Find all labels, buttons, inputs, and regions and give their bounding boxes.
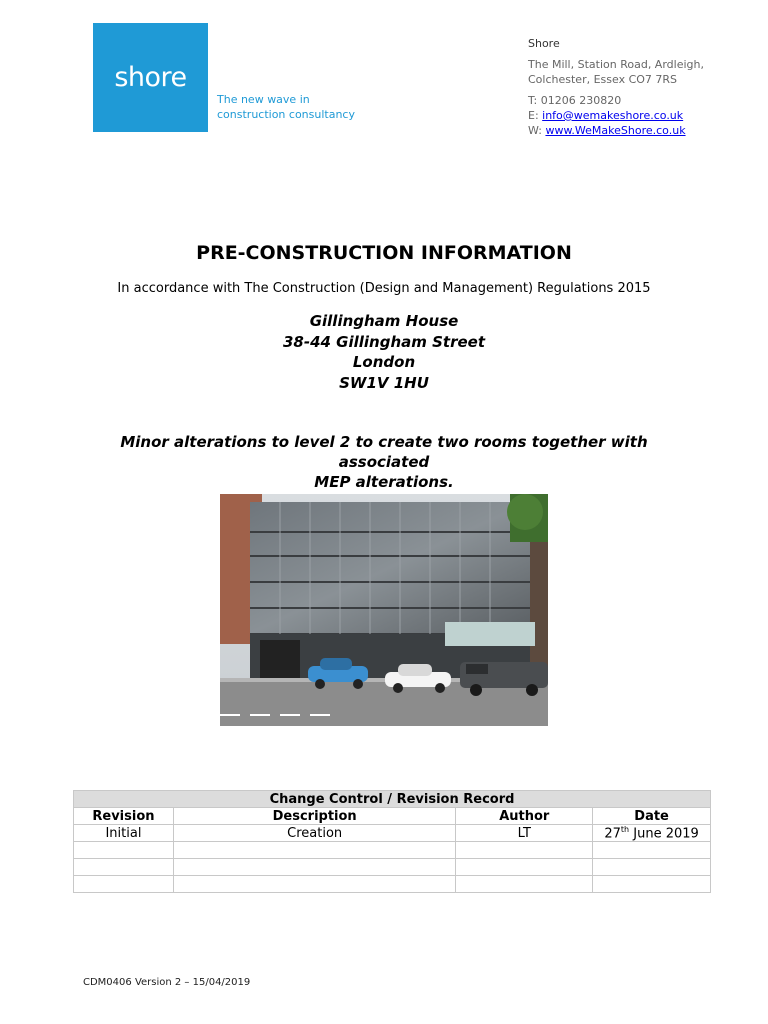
- company-address: [528, 36, 704, 138]
- email-link[interactable]: info@wemakeshore.co.uk: [542, 109, 684, 122]
- building-facade-image: [220, 494, 548, 726]
- page-title: PRE-CONSTRUCTION INFORMATION: [196, 242, 572, 264]
- project-scope: Minor alterations to level 2 to create two rooms together with associated MEP alterations.: [120, 433, 648, 491]
- shore-logo: [93, 23, 208, 132]
- column-header-description: Description: [173, 808, 456, 825]
- table-row: [74, 876, 711, 893]
- web-line: W: www.WeMakeShore.co.uk: [528, 124, 686, 137]
- address-line-2: Colchester, Essex CO7 7RS: [528, 73, 678, 86]
- column-header-revision: Revision: [74, 808, 174, 825]
- column-header-author: Author: [456, 808, 593, 825]
- phone-number: T: 01206 230820: [528, 94, 622, 107]
- logo-wordmark: shore: [114, 62, 187, 93]
- document-footer: CDM0406 Version 2 – 15/04/2019: [83, 977, 251, 988]
- column-header-date: Date: [593, 808, 711, 825]
- website-link[interactable]: www.WeMakeShore.co.uk: [545, 124, 686, 137]
- email-line: E: info@wemakeshore.co.uk: [528, 109, 684, 122]
- table-row: [74, 842, 711, 859]
- company-name: Shore: [528, 37, 560, 50]
- revision-record-table: [73, 790, 711, 893]
- table-row: [74, 859, 711, 876]
- building-photo: [220, 494, 548, 726]
- site-address: Gillingham House 38-44 Gillingham Street London SW1V 1HU: [282, 312, 486, 392]
- address-line-1: The Mill, Station Road, Ardleigh,: [528, 58, 704, 71]
- regulation-subtitle: In accordance with The Construction (Design and Management) Regulations 2015: [117, 281, 651, 296]
- table-row: Initial Creation LT 27th June 2019: [74, 825, 711, 842]
- table-caption: Change Control / Revision Record: [74, 791, 711, 808]
- revision-date: 27th June 2019: [593, 825, 711, 842]
- logo-tagline: The new wave in construction consultancy: [217, 93, 355, 121]
